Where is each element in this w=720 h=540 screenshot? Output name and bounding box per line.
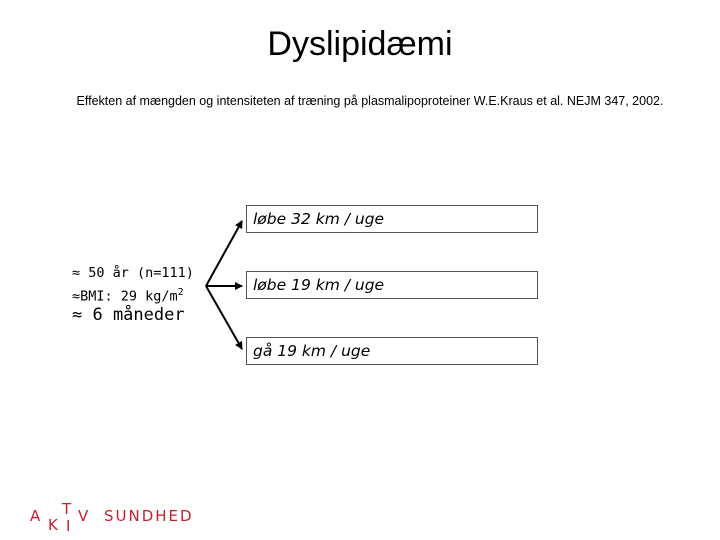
arrow-to-group-3 [206, 286, 242, 349]
logo-letter-a: A [30, 507, 43, 525]
logo-letter-k: K [48, 516, 60, 534]
logo-letter-v: V [78, 507, 91, 525]
arrow-to-group-1 [206, 221, 242, 286]
bmi-exponent: 2 [177, 287, 184, 298]
slide-subtitle: Effekten af mængden og intensiteten af træning på plasmalipoproteiner W.E.Kraus et al. NEJM 347, 2002. [76, 94, 664, 108]
logo-letter-t: T [62, 500, 74, 518]
group-box-run-19: løbe 19 km / uge [246, 271, 538, 299]
logo-letter-i: I [66, 517, 73, 535]
bmi-text: ≈BMI: 29 kg/m [72, 288, 178, 305]
slide-title: Dyslipidæmi [267, 25, 453, 63]
logo-word: SUNDHED [104, 507, 194, 525]
age-line: ≈ 50 år (n=111) [72, 265, 194, 281]
duration-line: ≈ 6 måneder [72, 305, 185, 325]
group-box-run-32: løbe 32 km / uge [246, 205, 538, 233]
group-box-walk-19: gå 19 km / uge [246, 337, 538, 365]
